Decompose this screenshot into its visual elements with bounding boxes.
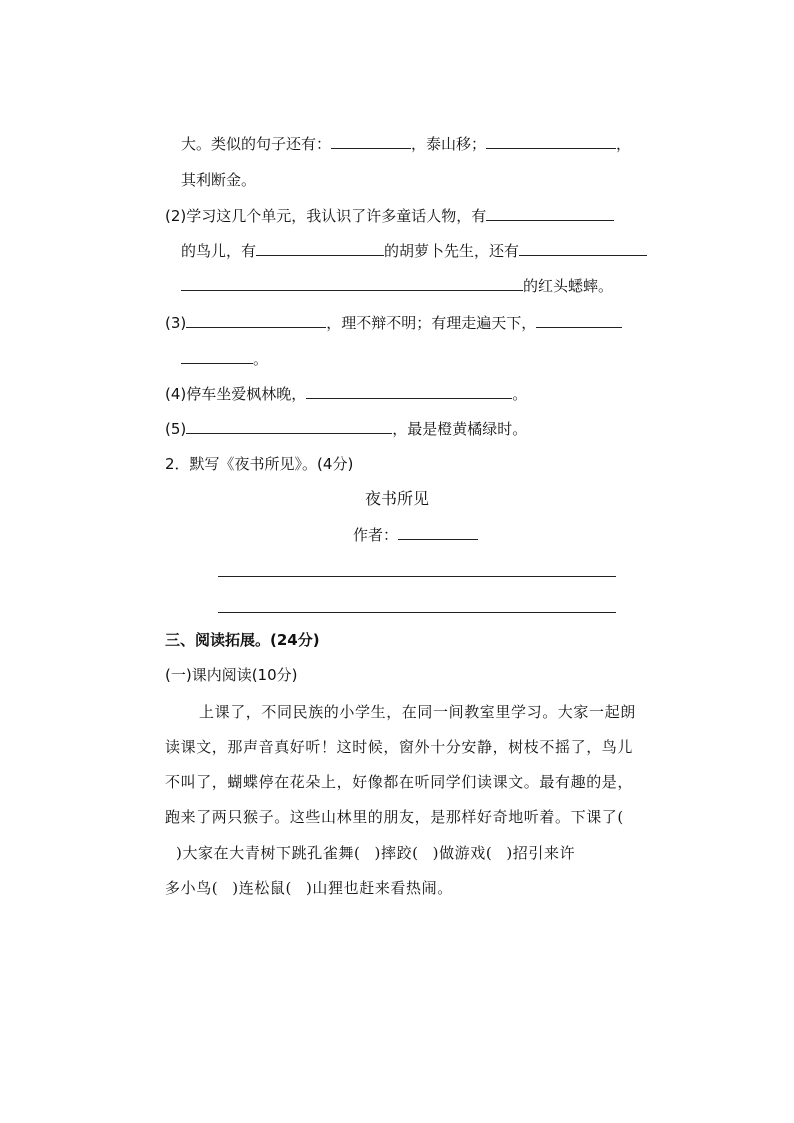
poem-title: 夜书所见 (364, 489, 429, 508)
q4-blank[interactable] (306, 384, 512, 399)
q5-number: (5) (165, 420, 187, 438)
q4-line (165, 384, 527, 404)
q2-blank-2[interactable] (256, 241, 384, 256)
q1-blank-2[interactable] (486, 134, 616, 149)
passage-l5-c: )做游戏( (432, 844, 493, 862)
q3-blank-2[interactable] (536, 313, 622, 328)
q5-text-1: ，最是橙黄橘绿时。 (392, 420, 528, 438)
author-blank[interactable] (398, 525, 478, 540)
q2-number: (2) (165, 207, 187, 225)
q3-line-1 (165, 313, 622, 333)
q2-line-3 (181, 276, 613, 296)
passage-line-3: 不叫了，蝴蝶停在花朵上，好像都在听同学们读课文。最有趣的是， (165, 773, 634, 791)
passage-l5-a: )大家在大青树下跳孔雀舞( (176, 844, 361, 862)
q1-text-a: 大。类似的句子还有： (181, 135, 332, 153)
passage-line-6 (165, 878, 453, 898)
section3-heading: 三、阅读拓展。(24分) (165, 631, 320, 649)
passage-l5-b: )摔跤( (374, 844, 419, 862)
q1-text-b: ，泰山移； (411, 135, 487, 153)
passage-l6-b: )连松鼠( (232, 879, 292, 897)
q3-line-2 (181, 349, 268, 369)
poem-answer-line-1[interactable] (218, 576, 616, 577)
passage-line-1: 上课了，不同民族的小学生，在同一间教室里学习。大家一起朗 (199, 703, 636, 721)
q5-line (165, 419, 527, 439)
q2-blank-1[interactable] (486, 206, 614, 221)
q5-blank[interactable] (186, 419, 392, 434)
q4-text-2: 。 (512, 385, 528, 403)
q2-line-1 (165, 206, 614, 226)
passage-l6-a: 多小鸟( (165, 879, 219, 897)
q1-line-1 (181, 134, 631, 154)
poem-answer-line-2[interactable] (218, 612, 616, 613)
q3-blank-1[interactable] (186, 313, 326, 328)
q1-text-d: 其利断金。 (181, 171, 257, 189)
q2-blank-3[interactable] (519, 241, 647, 256)
q2-text-1: 学习这几个单元，我认识了许多童话人物，有 (186, 207, 487, 225)
passage-l5-d: )招引来许 (506, 844, 576, 862)
q1-blank-1[interactable] (331, 134, 411, 149)
section3-subheading: (一)课内阅读(10分) (165, 666, 298, 684)
q2-line-2 (181, 241, 647, 261)
author-label: 作者： (353, 526, 399, 544)
q3-blank-3[interactable] (181, 349, 253, 364)
q2-text-2: 的鸟儿，有 (181, 242, 257, 260)
section2-label: 2．默写《夜书所见》。(4分) (165, 455, 354, 473)
q4-number: (4) (165, 385, 187, 403)
q3-text-2: 。 (253, 350, 269, 368)
q1-text-c: ， (616, 135, 632, 153)
q1-line-2 (181, 170, 256, 190)
poem-author-line (353, 525, 478, 545)
passage-l6-c: )山狸也赶来看热闹。 (305, 879, 453, 897)
q2-text-4: 的红头蟋蟀。 (523, 277, 614, 295)
passage-line-2: 读课文，那声音真好听！这时候，窗外十分安静，树枝不摇了，鸟儿 (165, 738, 634, 756)
passage-line-5 (176, 843, 575, 863)
q2-blank-4[interactable] (181, 276, 523, 291)
q3-text-1: ，理不辩不明；有理走遍天下， (326, 314, 537, 332)
passage-line-4: 跑来了两只猴子。这些山林里的朋友，是那样好奇地听着。下课了( (165, 808, 624, 826)
q3-number: (3) (165, 314, 187, 332)
q2-text-3: 的胡萝卜先生，还有 (384, 242, 520, 260)
q4-text-1: 停车坐爱枫林晚， (186, 385, 307, 403)
